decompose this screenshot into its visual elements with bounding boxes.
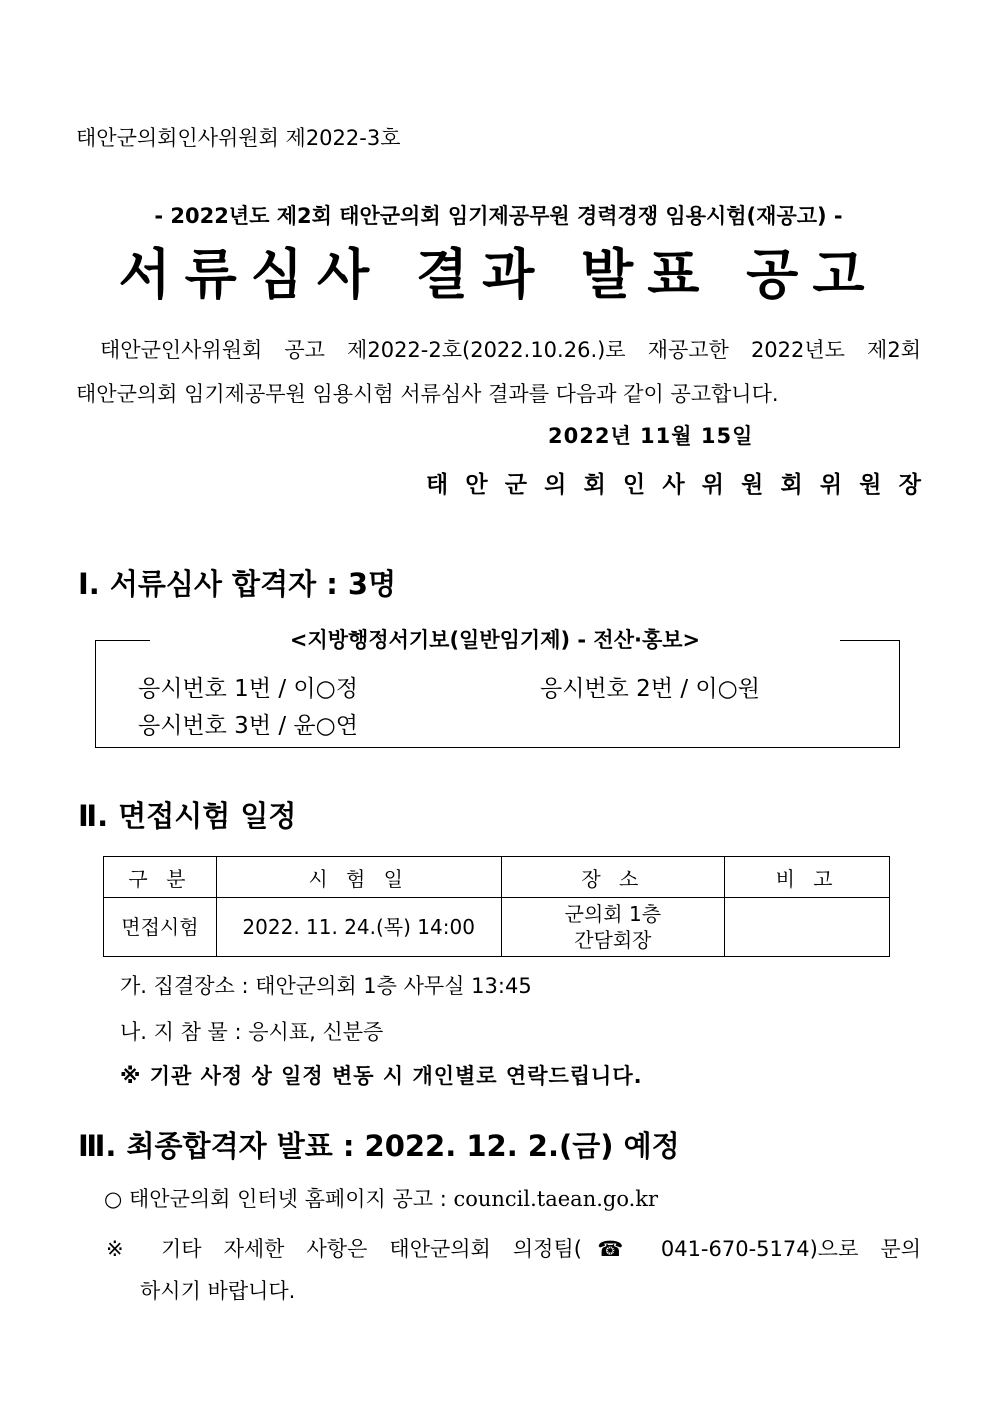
signer-char: 인: [622, 472, 646, 498]
applicant-item: 응시번호 2번 / 이○원: [540, 676, 760, 702]
signer-char: 사: [662, 472, 685, 498]
signer-char: 장: [898, 472, 921, 498]
section-2-heading: Ⅱ. 면접시험 일정: [78, 799, 297, 833]
applicant-item: 응시번호 1번 / 이○정: [138, 676, 358, 702]
contact-note-line-2: 하시기 바랍니다.: [140, 1279, 296, 1303]
homepage-url[interactable]: council.taean.go.kr: [453, 1187, 659, 1211]
intro-line-1: 태안군인사위원회 공고 제2022-2호(2022.10.26.)로 재공고한 2022년도 제2회: [100, 338, 921, 362]
section-1-heading: Ⅰ. 서류심사 합격자 : 3명: [78, 567, 397, 601]
homepage-label: ○ 태안군의회 인터넷 홈페이지 공고 :: [104, 1187, 454, 1211]
table-row: [104, 898, 890, 957]
signer-char: 안: [465, 472, 488, 498]
cell-place: [501, 898, 725, 957]
intro-line-2: 태안군의회 임기제공무원 임용시험 서류심사 결과를 다음과 같이 공고합니다.: [76, 382, 779, 406]
gathering-place: 가. 집결장소 : 태안군의회 1층 사무실 13:45: [120, 974, 532, 998]
signer-char: 군: [504, 472, 527, 498]
header-note: 비 고: [725, 857, 890, 898]
section-3-heading: Ⅲ. 최종합격자 발표 : 2022. 12. 2.(금) 예정: [78, 1129, 680, 1163]
cell-category: 면접시험: [104, 898, 217, 957]
header-exam-date: 시 험 일: [216, 857, 501, 898]
table-header-row: [104, 857, 890, 898]
signer-char: 원: [741, 472, 764, 498]
header-category: 구 분: [104, 857, 217, 898]
signer-char: 위: [819, 472, 843, 498]
signer-char: 위: [701, 472, 724, 498]
page-title: 서류심사 결과 발표 공고: [118, 242, 879, 306]
signer-title: [426, 466, 921, 499]
schedule-change-note: ※ 기관 사정 상 일정 변동 시 개인별로 연락드립니다.: [120, 1064, 643, 1088]
applicants-box-title: <지방행정서기보(일반임기제) - 전산·홍보>: [150, 624, 840, 654]
applicant-item: 응시번호 3번 / 윤○연: [138, 713, 358, 739]
notice-subtitle: - 2022년도 제2회 태안군의회 임기제공무원 경력경쟁 임용시험(재공고) -: [154, 204, 843, 228]
intro-paragraph: [76, 328, 921, 416]
cell-note: [725, 898, 890, 957]
signer-char: 원: [859, 472, 882, 498]
items-to-bring: 나. 지 참 물 : 응시표, 신분증: [120, 1020, 384, 1044]
place-line-2: 간담회장: [574, 928, 652, 952]
contact-note-line-1: ※ 기타 자세한 사항은 태안군의회 의정팀(☎ 041-670-5174)으로 문의: [106, 1237, 921, 1261]
signer-char: 회: [583, 472, 606, 498]
interview-schedule-table: [103, 856, 890, 957]
place-line-1: 군의회 1층: [564, 902, 662, 926]
signer-char: 회: [780, 472, 803, 498]
homepage-notice: [104, 1183, 658, 1213]
signer-char: 의: [544, 472, 567, 498]
notice-date: 2022년 11월 15일: [548, 424, 754, 448]
cell-exam-date: 2022. 11. 24.(목) 14:00: [216, 898, 501, 957]
contact-note: [106, 1228, 921, 1312]
signer-char: 태: [426, 472, 449, 498]
header-place: 장 소: [501, 857, 725, 898]
document-number: 태안군의회인사위원회 제2022-3호: [76, 126, 401, 150]
